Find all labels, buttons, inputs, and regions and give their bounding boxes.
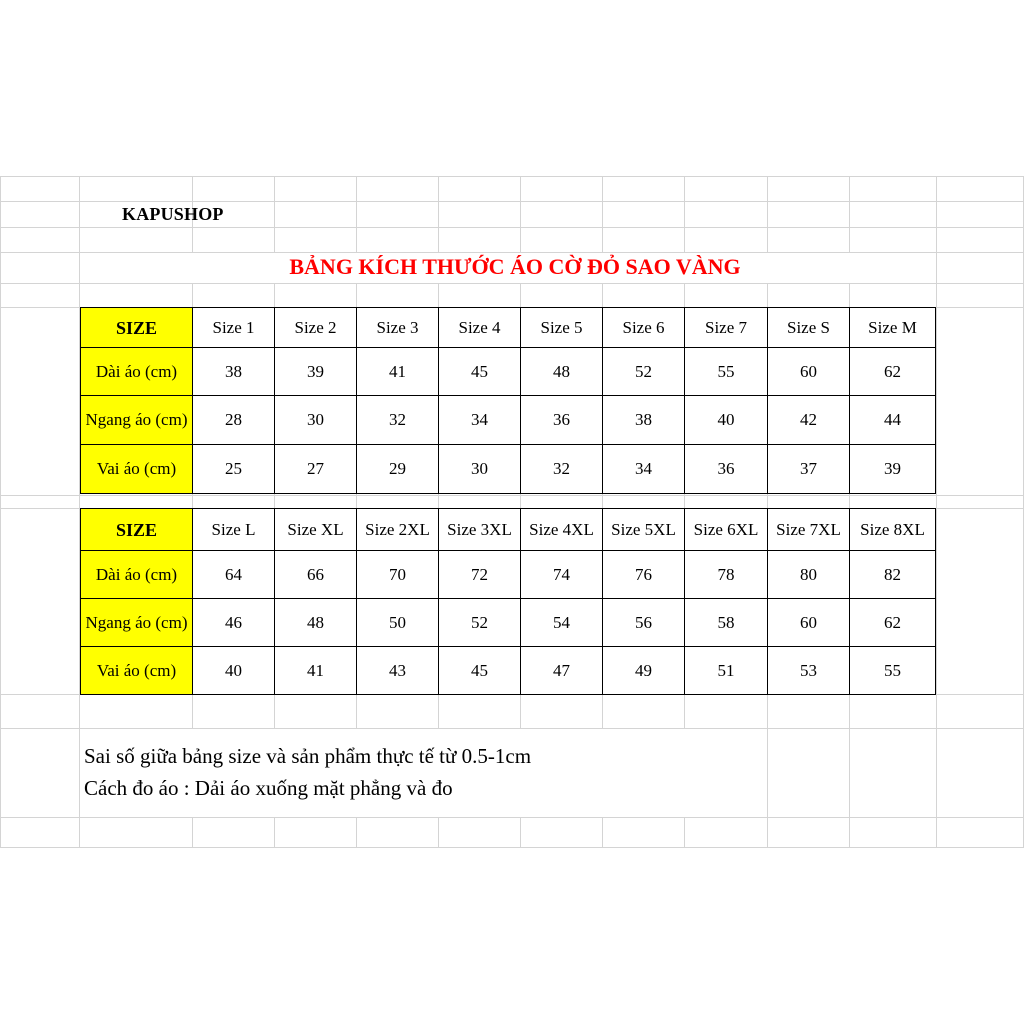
column-header: Size L <box>193 509 275 551</box>
table-cell: 32 <box>521 445 603 494</box>
shop-name: KAPUSHOP <box>122 204 224 224</box>
table-cell: 45 <box>439 647 521 695</box>
column-header: Size 7XL <box>768 509 850 551</box>
table-cell: 28 <box>193 396 275 445</box>
row-label: Vai áo (cm) <box>81 647 193 695</box>
table-cell: 44 <box>850 396 936 445</box>
table-cell: 43 <box>357 647 439 695</box>
table-cell: 39 <box>275 348 357 396</box>
column-header: Size XL <box>275 509 357 551</box>
column-header: Size 3XL <box>439 509 521 551</box>
table-cell: 34 <box>603 445 685 494</box>
table-cell: 41 <box>357 348 439 396</box>
column-header: Size 2XL <box>357 509 439 551</box>
column-header: Size 2 <box>275 308 357 348</box>
table-cell: 32 <box>357 396 439 445</box>
table-cell: 37 <box>768 445 850 494</box>
table-row <box>81 551 936 599</box>
table-cell: 53 <box>768 647 850 695</box>
column-header: Size 4XL <box>521 509 603 551</box>
table-row <box>81 396 936 445</box>
table-cell: 30 <box>275 396 357 445</box>
table-cell: 29 <box>357 445 439 494</box>
size-header-cell: SIZE <box>81 308 193 348</box>
table-row <box>81 445 936 494</box>
table-cell: 30 <box>439 445 521 494</box>
column-header: Size 8XL <box>850 509 936 551</box>
page-title: BẢNG KÍCH THƯỚC ÁO CỜ ĐỎ SAO VÀNG <box>289 254 741 279</box>
table-cell: 48 <box>521 348 603 396</box>
table-cell: 36 <box>521 396 603 445</box>
table-cell: 62 <box>850 348 936 396</box>
table-cell: 55 <box>685 348 768 396</box>
column-header: Size 1 <box>193 308 275 348</box>
tolerance-note: Sai số giữa bảng size và sản phẩm thực tế từ 0.5-1cm <box>84 744 532 768</box>
table-row <box>81 599 936 647</box>
column-header: Size M <box>850 308 936 348</box>
table-cell: 47 <box>521 647 603 695</box>
table-cell: 39 <box>850 445 936 494</box>
column-header: Size 5 <box>521 308 603 348</box>
table-row <box>81 647 936 695</box>
table-cell: 50 <box>357 599 439 647</box>
table-cell: 34 <box>439 396 521 445</box>
table-cell: 74 <box>521 551 603 599</box>
table-cell: 48 <box>275 599 357 647</box>
table-cell: 40 <box>193 647 275 695</box>
row-label: Dài áo (cm) <box>81 551 193 599</box>
table-cell: 60 <box>768 599 850 647</box>
measure-instruction-note: Cách đo áo : Dải áo xuống mặt phẳng và đo <box>84 776 453 800</box>
table-cell: 40 <box>685 396 768 445</box>
column-header: Size 6 <box>603 308 685 348</box>
table-cell: 56 <box>603 599 685 647</box>
column-header: Size 4 <box>439 308 521 348</box>
size-header-cell: SIZE <box>81 509 193 551</box>
table-cell: 46 <box>193 599 275 647</box>
table-header-row <box>81 308 936 348</box>
table-cell: 58 <box>685 599 768 647</box>
table-cell: 60 <box>768 348 850 396</box>
table-header-row <box>81 509 936 551</box>
table-cell: 80 <box>768 551 850 599</box>
table-row <box>81 348 936 396</box>
size-table-1 <box>80 307 936 494</box>
table-cell: 66 <box>275 551 357 599</box>
row-label: Ngang áo (cm) <box>81 599 193 647</box>
table-cell: 45 <box>439 348 521 396</box>
table-cell: 70 <box>357 551 439 599</box>
table-cell: 55 <box>850 647 936 695</box>
row-label: Ngang áo (cm) <box>81 396 193 445</box>
column-header: Size 5XL <box>603 509 685 551</box>
column-header: Size S <box>768 308 850 348</box>
table-cell: 38 <box>193 348 275 396</box>
table-cell: 62 <box>850 599 936 647</box>
table-cell: 36 <box>685 445 768 494</box>
row-label: Dài áo (cm) <box>81 348 193 396</box>
table-cell: 54 <box>521 599 603 647</box>
table-cell: 52 <box>439 599 521 647</box>
column-header: Size 6XL <box>685 509 768 551</box>
table-cell: 76 <box>603 551 685 599</box>
table-cell: 41 <box>275 647 357 695</box>
table-cell: 72 <box>439 551 521 599</box>
table-cell: 52 <box>603 348 685 396</box>
row-label: Vai áo (cm) <box>81 445 193 494</box>
table-cell: 82 <box>850 551 936 599</box>
table-cell: 78 <box>685 551 768 599</box>
table-cell: 49 <box>603 647 685 695</box>
column-header: Size 7 <box>685 308 768 348</box>
table-cell: 42 <box>768 396 850 445</box>
table-cell: 51 <box>685 647 768 695</box>
table-cell: 25 <box>193 445 275 494</box>
size-table-2 <box>80 508 936 695</box>
column-header: Size 3 <box>357 308 439 348</box>
table-cell: 38 <box>603 396 685 445</box>
table-cell: 27 <box>275 445 357 494</box>
table-cell: 64 <box>193 551 275 599</box>
